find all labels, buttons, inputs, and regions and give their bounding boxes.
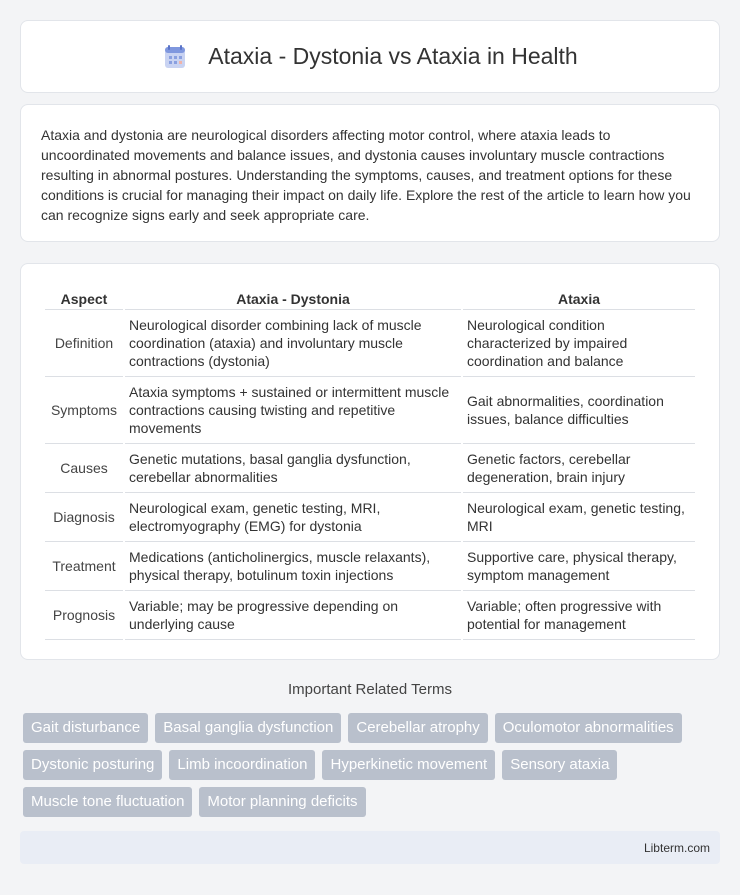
tag-limb-incoordination[interactable]: Limb incoordination bbox=[169, 750, 315, 780]
row-ataxia: Variable; often progressive with potential for management bbox=[463, 591, 695, 640]
row-aspect: Treatment bbox=[45, 542, 123, 591]
row-aspect: Definition bbox=[45, 310, 123, 377]
table-header-row bbox=[45, 284, 695, 310]
related-terms-title: Important Related Terms bbox=[288, 681, 452, 698]
table-row bbox=[45, 444, 695, 493]
row-ataxia: Neurological exam, genetic testing, MRI bbox=[463, 493, 695, 542]
comparison-table bbox=[43, 284, 697, 640]
tag-muscle-tone-fluctuation[interactable]: Muscle tone fluctuation bbox=[23, 787, 192, 817]
row-ataxia-dystonia: Medications (anticholinergics, muscle relaxants), physical therapy, botulinum toxin injections bbox=[125, 542, 461, 591]
tag-basal-ganglia-dysfunction[interactable]: Basal ganglia dysfunction bbox=[155, 713, 341, 743]
row-ataxia-dystonia: Variable; may be progressive depending on underlying cause bbox=[125, 591, 461, 640]
table-row bbox=[45, 377, 695, 444]
document-icon bbox=[162, 44, 188, 70]
row-ataxia-dystonia: Neurological exam, genetic testing, MRI, electromyography (EMG) for dystonia bbox=[125, 493, 461, 542]
tag-hyperkinetic-movement[interactable]: Hyperkinetic movement bbox=[322, 750, 495, 780]
row-aspect: Diagnosis bbox=[45, 493, 123, 542]
intro-card bbox=[20, 104, 720, 242]
tag-motor-planning-deficits[interactable]: Motor planning deficits bbox=[199, 787, 365, 817]
footer bbox=[20, 831, 720, 864]
header-ataxia-dystonia: Ataxia - Dystonia bbox=[125, 284, 461, 310]
table-row bbox=[45, 310, 695, 377]
intro-text: Ataxia and dystonia are neurological disorders affecting motor control, where ataxia leads to uncoordinated movements and balance issues, and dystonia causes involuntary muscle contractions resulting in abnormal postures. Understanding the symptoms, causes, and treatment options for these conditions is crucial for managing their impact on daily life. Explore the rest of the article to learn how you can recognize signs early and seek appropriate care. bbox=[41, 127, 691, 223]
row-aspect: Causes bbox=[45, 444, 123, 493]
footer-site-link[interactable]: Libterm.com bbox=[643, 840, 710, 855]
row-ataxia: Gait abnormalities, coordination issues, balance difficulties bbox=[463, 377, 695, 444]
tag-dystonic-posturing[interactable]: Dystonic posturing bbox=[23, 750, 162, 780]
row-ataxia-dystonia: Ataxia symptoms + sustained or intermittent muscle contractions causing twisting and repetitive movements bbox=[125, 377, 461, 444]
header-card bbox=[20, 20, 720, 93]
tag-sensory-ataxia[interactable]: Sensory ataxia bbox=[502, 750, 617, 780]
row-ataxia: Genetic factors, cerebellar degeneration, brain injury bbox=[463, 444, 695, 493]
title-wrap bbox=[162, 43, 577, 70]
row-ataxia: Neurological condition characterized by impaired coordination and balance bbox=[463, 310, 695, 377]
header-aspect: Aspect bbox=[45, 284, 123, 310]
header-ataxia: Ataxia bbox=[463, 284, 695, 310]
tag-cerebellar-atrophy[interactable]: Cerebellar atrophy bbox=[348, 713, 487, 743]
row-aspect: Symptoms bbox=[45, 377, 123, 444]
tag-oculomotor-abnormalities[interactable]: Oculomotor abnormalities bbox=[495, 713, 682, 743]
page-title: Ataxia - Dystonia vs Ataxia in Health bbox=[208, 43, 578, 69]
comparison-table-card bbox=[20, 263, 720, 660]
row-ataxia: Supportive care, physical therapy, symptom management bbox=[463, 542, 695, 591]
row-ataxia-dystonia: Genetic mutations, basal ganglia dysfunction, cerebellar abnormalities bbox=[125, 444, 461, 493]
table-row bbox=[45, 493, 695, 542]
table-row bbox=[45, 542, 695, 591]
row-aspect: Prognosis bbox=[45, 591, 123, 640]
tag-gait-disturbance[interactable]: Gait disturbance bbox=[23, 713, 148, 743]
related-terms-list bbox=[23, 713, 723, 824]
row-ataxia-dystonia: Neurological disorder combining lack of muscle coordination (ataxia) and involuntary muscle contractions (dystonia) bbox=[125, 310, 461, 377]
table-row bbox=[45, 591, 695, 640]
